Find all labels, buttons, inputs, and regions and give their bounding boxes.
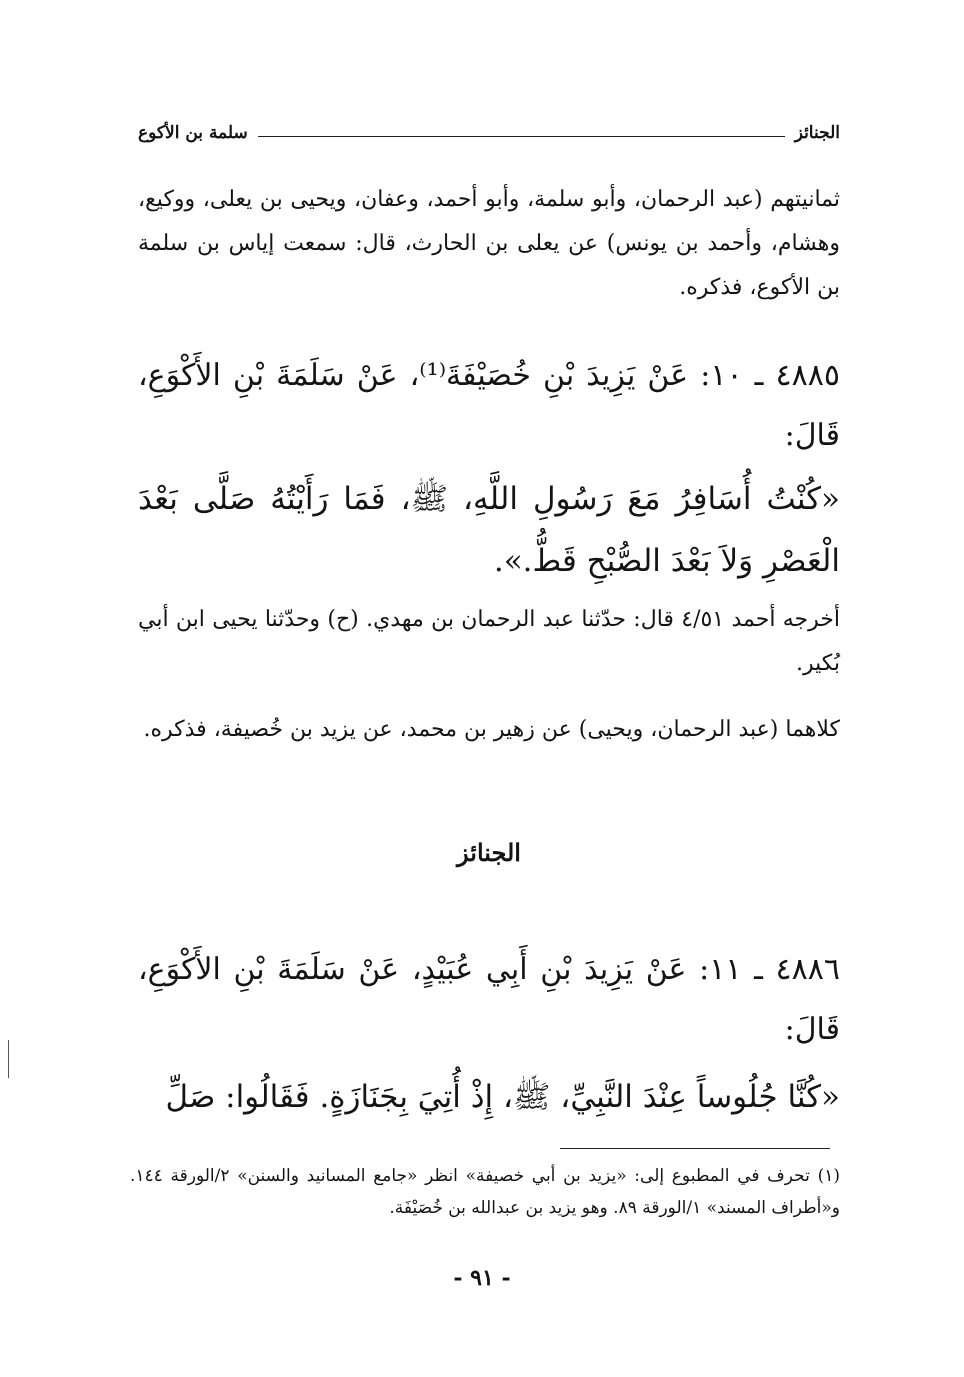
footnote-1: (١) تحرف في المطبوع إلى: «يزيد بن أبي خصيفة» انظر «جامع المسانيد والسنن» ٢/الورقة ١٤٤. و«أطراف المسند» ١/الورقة ٨٩. وهو يزيد بن عبدالله بن خُصَيْفَة.: [130, 1166, 840, 1218]
takhrij-paragraph-1: أخرجه أحمد ٤/٥١ قال: حدّثنا عبد الرحمان بن مهدي. (ح) وحدّثنا يحيى ابن أبي بُكير.: [138, 607, 840, 676]
margin-mark: [8, 1040, 9, 1078]
header-section-title: الجنائز: [794, 123, 840, 143]
running-header: [138, 118, 840, 148]
hadith-4885-text: «كُنْتُ أُسَافِرُ مَعَ رَسُولِ اللَّهِ، ﷺ، فَمَا رَأَيْتُهُ صَلَّى بَعْدَ الْعَصْرِ وَلاَ بَعْدَ الصُّبْحِ قَطُّ.».: [138, 481, 840, 579]
narration-paragraph-1: ثمانيتهم (عبد الرحمان، وأبو سلمة، وأبو أحمد، وعفان، ويحيى بن يعلى، ووكيع، وهشام، وأحمد بن يونس) عن يعلى بن الحارث، قال: سمعت إياس بن سلمة بن الأكوع، فذكره.: [138, 187, 840, 300]
footnote-rule: [560, 1148, 830, 1149]
page-number: - ٩١ -: [453, 1265, 511, 1291]
hadith-4886-heading: ٤٨٨٦ ـ ١١: عَنْ يَزِيدَ بْنِ أَبِي عُبَيْدٍ، عَنْ سَلَمَةَ بْنِ الأَكْوَعِ، قَالَ:: [138, 952, 840, 1047]
takhrij-paragraph-2: كلاهما (عبد الرحمان، ويحيى) عن زهير بن محمد، عن يزيد بن خُصيفة، فذكره.: [143, 717, 840, 742]
hadith-4885-heading: ٤٨٨٥ ـ ١٠: عَنْ يَزِيدَ بْنِ خُصَيْفَةَ⁽¹⁾، عَنْ سَلَمَةَ بْنِ الأَكْوَعِ، قَالَ:: [138, 358, 840, 453]
hadith-4886-text: «كُنَّا جُلُوساً عِنْدَ النَّبِيِّ، ﷺ، إِذْ أُتِيَ بِجَنَازَةٍ. فَقَالُوا: صَلِّ: [165, 1079, 840, 1115]
header-narrator: سلمة بن الأكوع: [138, 123, 248, 143]
header-rule: [258, 136, 785, 137]
section-title: الجنائز: [457, 838, 521, 867]
